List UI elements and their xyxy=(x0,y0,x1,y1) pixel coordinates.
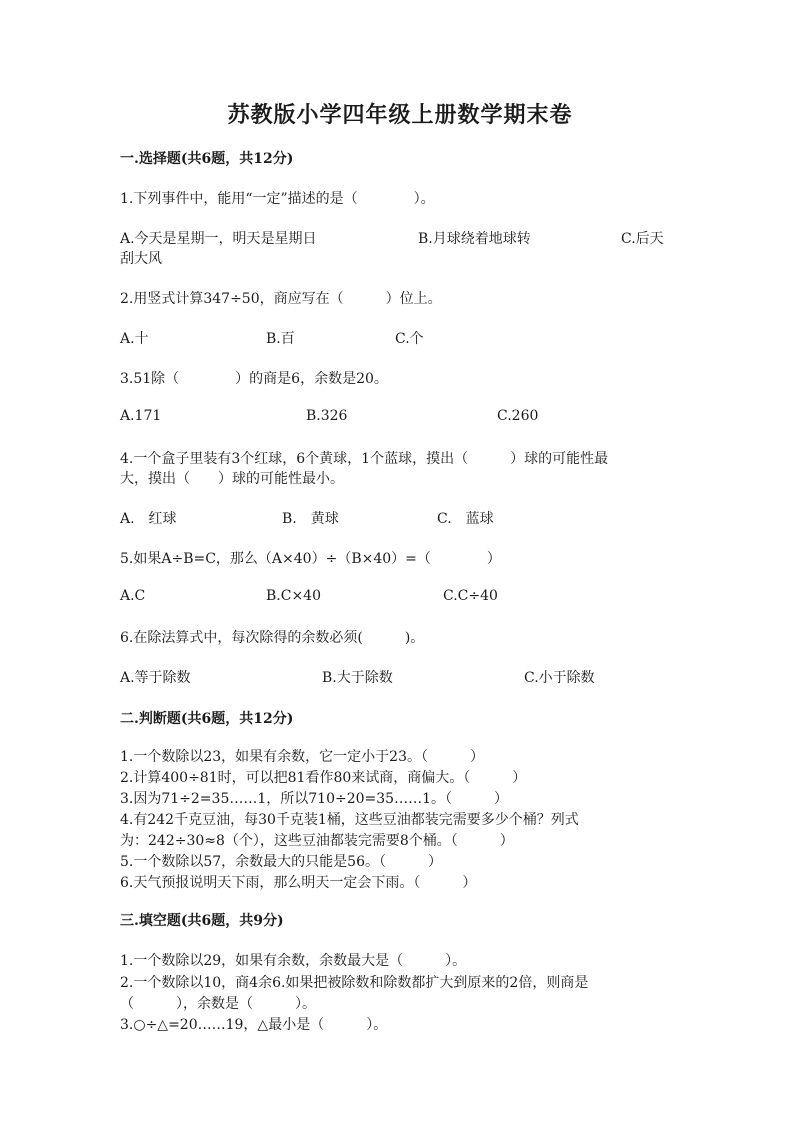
option-c: C.260 xyxy=(497,408,539,424)
option-a: A.171 xyxy=(120,408,162,424)
option-a: A.十 xyxy=(120,331,149,347)
option-b: B.大于除数 xyxy=(322,670,393,686)
option-a: A.等于除数 xyxy=(120,670,191,686)
fill-item: 3.○÷△=20……19，△最小是（ ）。 xyxy=(120,1017,388,1033)
fill-item: 2.一个数除以10，商4余6.如果把被除数和除数都扩大到原来的2倍，则商是 xyxy=(120,975,589,991)
option-c-continued: 刮大风 xyxy=(120,251,162,267)
section-heading-fill: 三.填空题(共6题，共9分) xyxy=(120,913,284,929)
question-stem: 2.用竖式计算347÷50，商应写在（ ）位上。 xyxy=(120,291,442,307)
option-c: C.个 xyxy=(395,331,424,347)
option-b: B.326 xyxy=(306,408,348,424)
judge-item: 5.一个数除以57，余数最大的只能是56。（ ） xyxy=(120,854,442,870)
option-a: A. 红球 xyxy=(120,511,177,527)
judge-item: 4.有242千克豆油，每30千克装1桶，这些豆油都装完需要多少个桶？列式 xyxy=(120,812,579,828)
option-b: B.C×40 xyxy=(266,588,321,604)
option-c: C.后天 xyxy=(621,231,664,247)
option-c: C.小于除数 xyxy=(524,670,595,686)
fill-item-continued: （ ），余数是（ ）。 xyxy=(120,996,316,1012)
judge-item-continued: 为：242÷30≈8（个），这些豆油都装完需要8个桶。（ ） xyxy=(120,833,514,849)
question-stem: 3.51除（ ）的商是6，余数是20。 xyxy=(120,371,388,387)
option-b: B.月球绕着地球转 xyxy=(418,231,531,247)
judge-item: 1.一个数除以23，如果有余数，它一定小于23。（ ） xyxy=(120,749,484,765)
judge-item: 6.天气预报说明天下雨，那么明天一定会下雨。（ ） xyxy=(120,875,477,891)
judge-item: 3.因为71÷2=35……1，所以710÷20=35……1。（ ） xyxy=(120,791,508,807)
question-stem: 1.下列事件中，能用“一定”描述的是（ ）。 xyxy=(120,191,435,207)
section-heading-choice: 一.选择题(共6题，共12分) xyxy=(120,151,294,167)
section-heading-judge: 二.判断题(共6题，共12分) xyxy=(120,711,294,727)
option-b: B. 黄球 xyxy=(282,511,339,527)
fill-item: 1.一个数除以29，如果有余数，余数最大是（ ）。 xyxy=(120,953,467,969)
question-stem: 5.如果A÷B=C，那么（A×40）÷（B×40）=（ ） xyxy=(120,551,501,567)
option-a: A.今天是星期一，明天是星期日 xyxy=(120,231,317,247)
question-stem-continued: 大，摸出（ ）球的可能性最小。 xyxy=(120,471,344,487)
question-stem: 4.一个盒子里装有3个红球，6个黄球，1个蓝球，摸出（ ）球的可能性最 xyxy=(120,451,609,467)
option-c: C. 蓝球 xyxy=(437,511,494,527)
option-b: B.百 xyxy=(266,331,295,347)
judge-item: 2.计算400÷81时，可以把81看作80来试商，商偏大。（ ） xyxy=(120,770,527,786)
option-a: A.C xyxy=(120,588,146,604)
question-stem: 6.在除法算式中，每次除得的余数必须( )。 xyxy=(120,630,425,646)
page-title: 苏教版小学四年级上册数学期末卷 xyxy=(227,102,573,128)
option-c: C.C÷40 xyxy=(443,588,498,604)
